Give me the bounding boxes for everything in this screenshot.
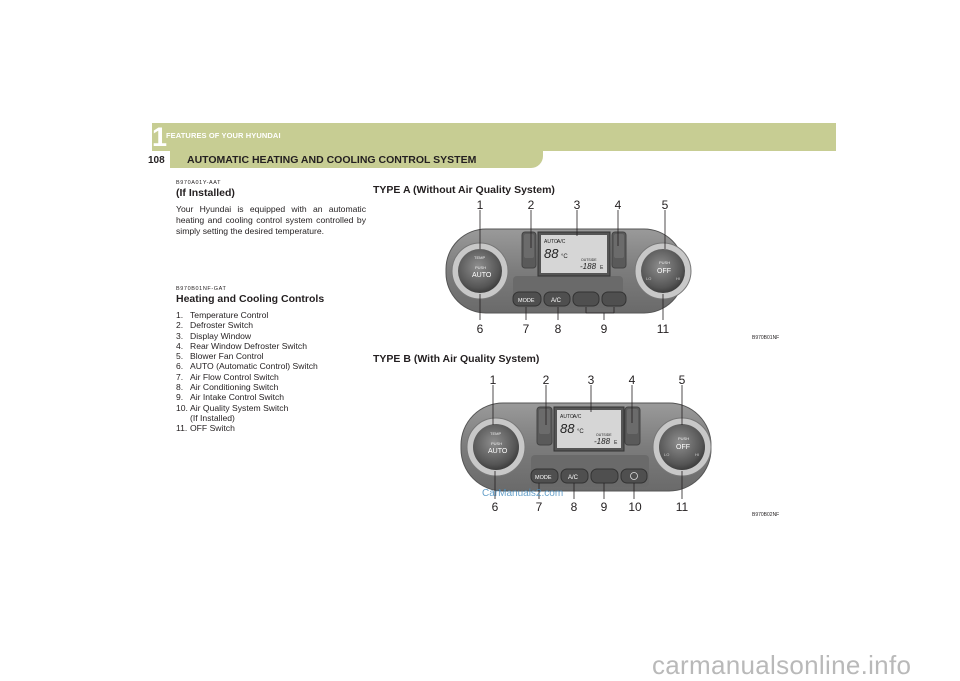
svg-text:A/C: A/C <box>551 298 562 304</box>
svg-text:°C: °C <box>577 429 584 435</box>
svg-text:E: E <box>614 440 618 446</box>
callout-2: 2 <box>527 198 535 212</box>
chapter-number: 1 <box>152 122 168 152</box>
ac-button[interactable] <box>561 469 588 483</box>
callout-11: 11 <box>656 322 670 336</box>
callout-7: 7 <box>522 322 530 336</box>
list-item: 3. Display Window <box>176 330 252 341</box>
callout-5: 5 <box>678 373 686 387</box>
list-item: 4. Rear Window Defroster Switch <box>176 340 308 351</box>
callout-9: 9 <box>600 322 608 336</box>
svg-text:OUTSIDE: OUTSIDE <box>596 433 612 437</box>
page-number: 108 <box>148 155 165 166</box>
callout-11: 11 <box>675 500 689 514</box>
svg-text:A/C: A/C <box>573 414 582 420</box>
list-item: 2. Defroster Switch <box>176 320 254 331</box>
svg-text:88: 88 <box>544 246 559 261</box>
figure-code-b: B970B02NF <box>752 512 780 518</box>
list-item: 1. Temperature Control <box>176 310 269 320</box>
controls-heading: Heating and Cooling Controls <box>176 293 325 305</box>
callout-5: 5 <box>661 198 669 212</box>
type-b-diagram <box>455 365 800 525</box>
list-item: 10. Air Quality System Switch <box>176 402 289 413</box>
recirculation-button[interactable] <box>591 469 618 483</box>
watermark: CarManuals2.com <box>482 488 564 499</box>
svg-text:HI: HI <box>676 276 680 281</box>
display-window <box>538 232 610 276</box>
svg-text:HI: HI <box>695 452 699 457</box>
list-item: 8. Air Conditioning Switch <box>176 382 279 393</box>
svg-text:OUTSIDE: OUTSIDE <box>581 258 597 262</box>
callout-4: 4 <box>614 198 622 212</box>
figure-code-a: B970B01NF <box>752 335 780 341</box>
callout-2: 2 <box>542 373 550 387</box>
callout-1: 1 <box>489 373 497 387</box>
callout-6: 6 <box>491 500 499 514</box>
chapter-title: FEATURES OF YOUR HYUNDAI <box>166 131 281 140</box>
controls-list <box>176 310 366 434</box>
callout-10: 10 <box>628 500 642 514</box>
svg-text:-188: -188 <box>594 437 611 446</box>
blower-fan-knob[interactable] <box>653 418 711 476</box>
svg-text:AUTO: AUTO <box>560 414 574 420</box>
svg-text:A/C: A/C <box>557 239 566 245</box>
svg-text:A/C: A/C <box>568 475 579 481</box>
svg-text:LO: LO <box>646 276 652 281</box>
defroster-button[interactable] <box>537 407 552 445</box>
display-window <box>554 407 624 451</box>
list-item: 7. Air Flow Control Switch <box>176 371 279 382</box>
svg-text:PUSH: PUSH <box>475 265 487 270</box>
ac-button[interactable] <box>544 292 570 306</box>
mode-button[interactable] <box>531 469 558 483</box>
svg-text:MODE: MODE <box>535 475 552 481</box>
callout-4: 4 <box>628 373 636 387</box>
svg-text:AUTO: AUTO <box>472 272 492 279</box>
intro-heading: (If Installed) <box>176 187 235 199</box>
callout-8: 8 <box>570 500 578 514</box>
svg-text:LO: LO <box>664 452 670 457</box>
mode-button[interactable] <box>513 292 541 306</box>
callout-7: 7 <box>535 500 543 514</box>
intro-code: B970A01Y-AAT <box>176 180 222 186</box>
footer-watermark: carmanualsonline.info <box>652 650 912 680</box>
svg-text:TEMP: TEMP <box>474 255 486 260</box>
svg-text:PUSH: PUSH <box>678 436 690 441</box>
svg-text:E: E <box>600 265 604 271</box>
type-a-title: TYPE A (Without Air Quality System) <box>373 184 555 196</box>
list-item: 6. AUTO (Automatic Control) Switch <box>176 361 318 372</box>
temperature-knob[interactable] <box>467 418 525 476</box>
callout-6: 6 <box>476 322 484 336</box>
svg-text:MODE: MODE <box>518 298 535 304</box>
temperature-knob[interactable] <box>452 243 508 299</box>
left-column <box>176 180 366 434</box>
blower-fan-knob[interactable] <box>635 243 691 299</box>
callout-3: 3 <box>587 373 595 387</box>
callout-9: 9 <box>600 500 608 514</box>
defroster-button[interactable] <box>522 232 536 268</box>
list-item: 5. Blower Fan Control <box>176 351 264 362</box>
controls-code: B970B01NF-GAT <box>176 286 227 292</box>
type-a-diagram <box>440 196 800 346</box>
list-item: (If Installed) <box>190 412 235 423</box>
type-b-title: TYPE B (With Air Quality System) <box>373 353 540 365</box>
svg-text:AUTO: AUTO <box>544 239 558 245</box>
section-title: AUTOMATIC HEATING AND COOLING CONTROL SYSTEM <box>187 154 477 166</box>
list-item: 11. OFF Switch <box>176 423 235 434</box>
svg-text:PUSH: PUSH <box>659 260 671 265</box>
intro-text: Your Hyundai is equipped with an automatic heating and cooling control system controlled by simply setting the desired temperature. <box>176 204 366 236</box>
air-quality-button[interactable] <box>621 469 647 483</box>
fresh-air-button[interactable] <box>602 292 626 306</box>
svg-text:AUTO: AUTO <box>488 448 508 455</box>
svg-text:PUSH: PUSH <box>491 441 503 446</box>
svg-text:TEMP: TEMP <box>490 431 502 436</box>
svg-text:88: 88 <box>560 421 575 436</box>
svg-text:-188: -188 <box>580 262 597 271</box>
svg-text:OFF: OFF <box>657 268 671 275</box>
svg-text:OFF: OFF <box>676 444 690 451</box>
rear-defroster-button[interactable] <box>625 407 640 445</box>
rear-defroster-button[interactable] <box>612 232 626 268</box>
list-item: 9. Air Intake Control Switch <box>176 392 285 403</box>
section-title-tab <box>170 150 543 168</box>
callout-3: 3 <box>573 198 581 212</box>
callout-1: 1 <box>476 198 484 212</box>
callout-8: 8 <box>554 322 562 336</box>
recirculation-button[interactable] <box>573 292 599 306</box>
svg-text:°C: °C <box>561 254 568 260</box>
